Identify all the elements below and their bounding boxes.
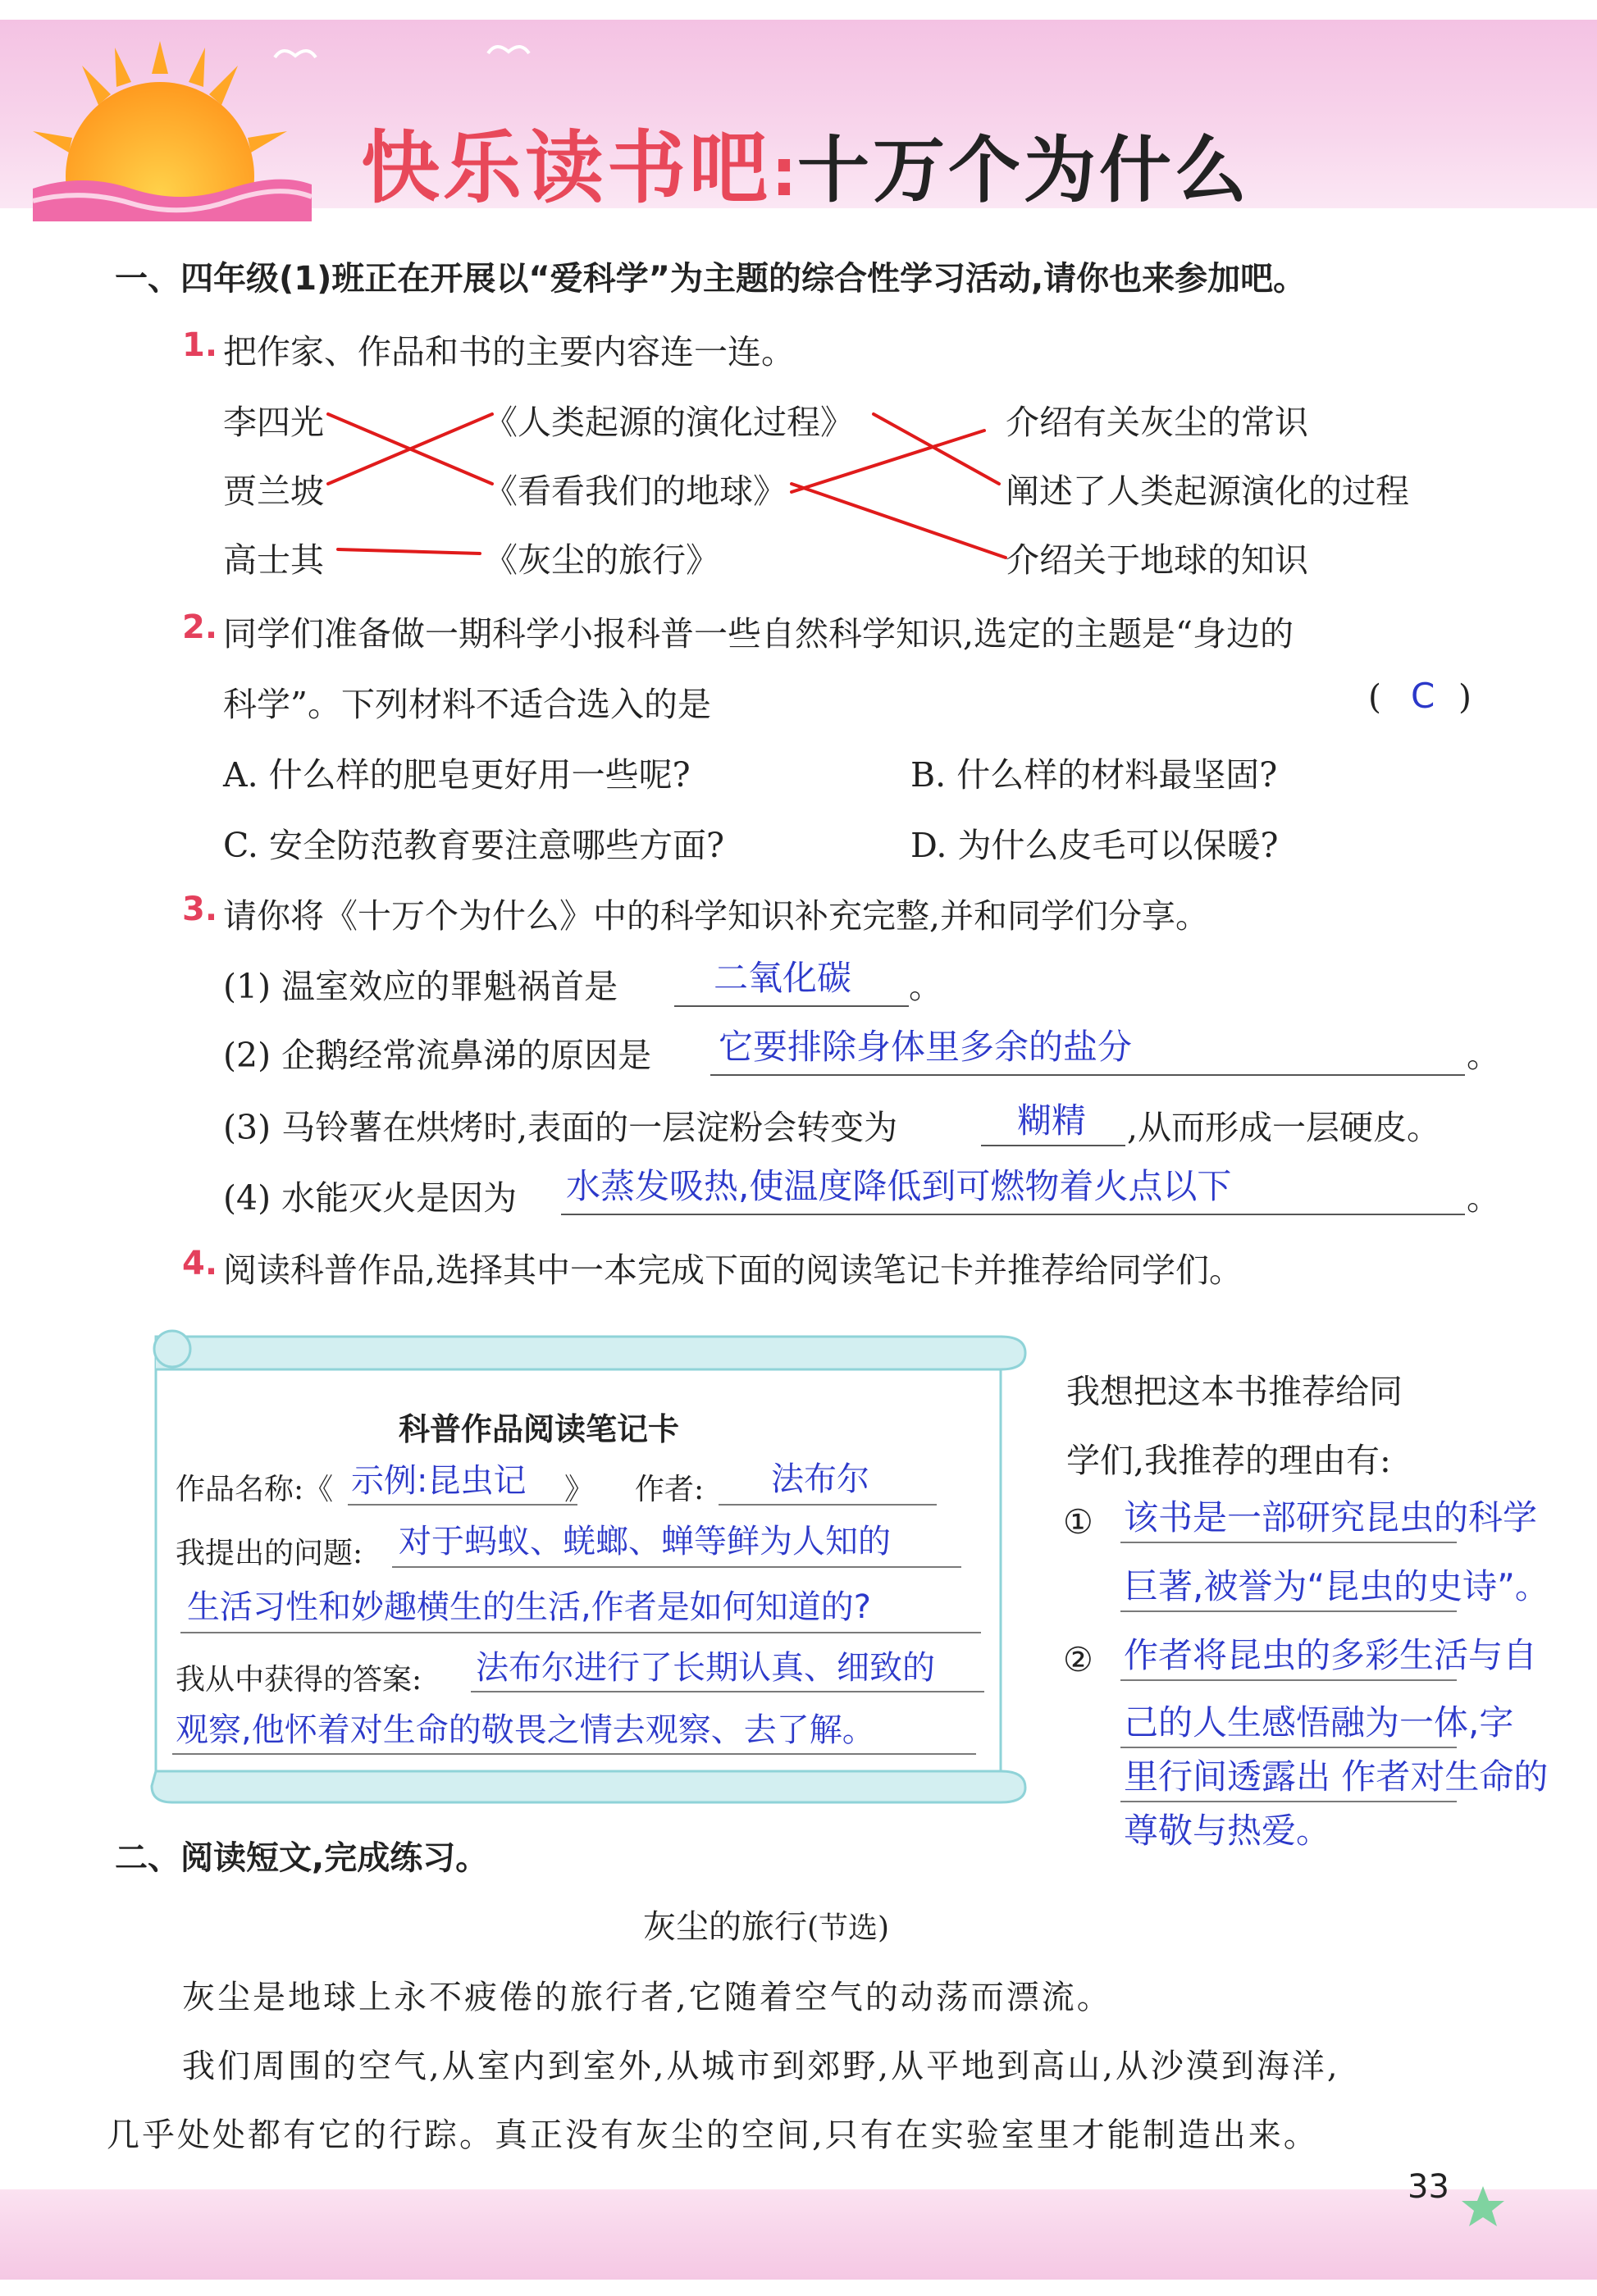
card-name-answer: 示例:昆虫记 [351, 1462, 527, 1500]
card-author-label: 作者: [635, 1473, 705, 1506]
content-1: 介绍有关灰尘的常识 [1006, 403, 1308, 442]
recommend-reason-1-blank-1 [1120, 1542, 1457, 1543]
card-answer-label: 我从中获得的答案: [176, 1663, 422, 1697]
fill-item-4-answer: 水蒸发吸热,使温度降低到可燃物着火点以下 [566, 1166, 1232, 1206]
fill-item-3-blank [981, 1145, 1125, 1146]
recommend-reason-2-line1: 作者将昆虫的多彩生活与自 [1124, 1635, 1538, 1675]
fill-item-3-end: ,从而形成一层硬皮。 [1127, 1108, 1441, 1147]
title-sub: 十万个为什么 [797, 127, 1251, 212]
card-author-answer: 法布尔 [771, 1460, 869, 1498]
card-question-blank-1 [392, 1566, 961, 1568]
card-question-blank-2 [180, 1632, 981, 1633]
question-number-3: 3. [182, 891, 218, 928]
card-name-close: 》 [564, 1473, 595, 1506]
card-answer-answer-2: 观察,他怀着对生命的敬畏之情去观察、去了解。 [176, 1711, 875, 1749]
recommend-reason-2-line4: 尊敬与热爱。 [1124, 1811, 1331, 1851]
fill-item-1-label: (1) 温室效应的罪魁祸首是 [223, 967, 618, 1006]
fill-item-3-answer: 糊精 [1017, 1100, 1087, 1141]
fill-item-1-blank [674, 1005, 909, 1007]
recommend-reason-2-blank-1 [1120, 1679, 1457, 1681]
fill-item-3-label: (3) 马铃薯在烘烤时,表面的一层淀粉会转变为 [223, 1108, 898, 1147]
fill-item-4-blank [561, 1214, 1465, 1215]
question-number-2: 2. [182, 608, 218, 646]
recommend-reason-2-line2: 己的人生感悟融为一体,字 [1124, 1702, 1514, 1742]
section-heading-1: 一、四年级(1)班正在开展以“爱科学”为主题的综合性学习活动,请你也来参加吧。 [115, 260, 1307, 298]
question-number-1: 1. [182, 326, 218, 364]
fill-item-2-blank [710, 1074, 1465, 1076]
matching-lines [0, 0, 1597, 623]
card-name-blank [348, 1504, 577, 1506]
recommend-reason-1-line2: 巨著,被誉为“昆虫的史诗”。 [1124, 1566, 1549, 1606]
question-text-2-line1: 同学们准备做一期科学小报科普一些自然科学知识,选定的主题是“身边的 [223, 614, 1294, 654]
card-question-label: 我提出的问题: [176, 1537, 363, 1570]
card-name-label: 作品名称:《 [176, 1473, 334, 1506]
work-2: 《看看我们的地球》 [484, 472, 787, 511]
recommend-reason-1-blank-2 [1120, 1610, 1457, 1612]
card-author-blank [719, 1504, 937, 1506]
recommend-reason-2-line3: 里行间透露出 作者对生命的 [1124, 1756, 1549, 1797]
page-number: 33 [1408, 2168, 1449, 2206]
option-c: C. 安全防范教育要注意哪些方面? [223, 826, 724, 865]
work-3: 《灰尘的旅行》 [484, 540, 719, 580]
title-main: 快乐读书吧 [361, 122, 771, 214]
footer-band [0, 2189, 1597, 2280]
fill-item-2-label: (2) 企鹅经常流鼻涕的原因是 [223, 1036, 652, 1075]
recommend-line-2: 学们,我推荐的理由有: [1066, 1441, 1391, 1480]
recommend-mark-1: ① [1063, 1502, 1093, 1542]
star-icon [1458, 2183, 1508, 2232]
fill-item-4-end: 。 [1467, 1178, 1500, 1218]
question-text-4: 阅读科普作品,选择其中一本完成下面的阅读笔记卡并推荐给同学们。 [223, 1250, 1243, 1290]
card-answer-blank-2 [172, 1753, 976, 1755]
fill-item-2-end: 。 [1467, 1036, 1500, 1075]
question-number-4: 4. [182, 1245, 218, 1282]
card-question-answer-2: 生活习性和妙趣横生的生活,作者是如何知道的? [187, 1588, 871, 1626]
card-question-answer-1: 对于蚂蚁、蜣螂、蝉等鲜为人知的 [399, 1523, 891, 1560]
author-2: 贾兰坡 [223, 472, 324, 511]
author-3: 高士其 [223, 540, 324, 580]
card-title: 科普作品阅读笔记卡 [399, 1411, 680, 1447]
question-text-2-line2: 科学”。下列材料不适合选入的是 [223, 685, 711, 724]
card-answer-answer-1: 法布尔进行了长期认真、细致的 [476, 1649, 935, 1687]
recommend-line-1: 我想把这本书推荐给同 [1066, 1372, 1403, 1411]
title-colon: : [771, 134, 797, 211]
option-b: B. 什么样的材料最坚固? [910, 755, 1278, 795]
option-d: D. 为什么皮毛可以保暖? [910, 826, 1279, 865]
recommend-reason-1-line1: 该书是一部研究昆虫的科学 [1124, 1497, 1538, 1538]
passage-paragraph-2-line2: 几乎处处都有它的行踪。真正没有灰尘的空间,只有在实验室里才能制造出来。 [107, 2116, 1319, 2154]
fill-item-4-label: (4) 水能灭火是因为 [223, 1178, 518, 1218]
content-2: 阐述了人类起源演化的过程 [1006, 472, 1409, 511]
recommend-reason-2-blank-2 [1120, 1747, 1457, 1748]
fill-item-2-answer: 它要排除身体里多余的盐分 [719, 1027, 1133, 1067]
passage-paragraph-1: 灰尘是地球上永不疲倦的旅行者,它随着空气的动荡而漂流。 [182, 1979, 1112, 2016]
answer-paren-open: ( [1368, 677, 1381, 717]
section-heading-2: 二、阅读短文,完成练习。 [115, 1839, 489, 1877]
option-a: A. 什么样的肥皂更好用一些呢? [223, 755, 691, 795]
recommend-mark-2: ② [1063, 1640, 1093, 1679]
answer-q2: C [1411, 676, 1435, 716]
work-1: 《人类起源的演化过程》 [484, 403, 854, 442]
passage-paragraph-2-line1: 我们周围的空气,从室内到室外,从城市到郊野,从平地到高山,从沙漠到海洋, [182, 2048, 1340, 2085]
fill-item-1-end: 。 [909, 967, 942, 1006]
question-text-1: 把作家、作品和书的主要内容连一连。 [223, 332, 795, 371]
author-1: 李四光 [223, 403, 324, 442]
fill-item-1-answer: 二氧化碳 [714, 958, 852, 998]
passage-title-text: 灰尘的旅行 [643, 1908, 807, 1946]
recommend-reason-2-blank-3 [1120, 1801, 1457, 1802]
content-3: 介绍关于地球的知识 [1006, 540, 1308, 580]
answer-paren-close: ) [1458, 677, 1472, 717]
passage-title-note: (节选) [807, 1911, 890, 1945]
card-answer-blank-1 [471, 1691, 984, 1692]
question-text-3: 请你将《十万个为什么》中的科学知识补充完整,并和同学们分享。 [223, 896, 1210, 936]
passage-title [643, 1901, 889, 1947]
